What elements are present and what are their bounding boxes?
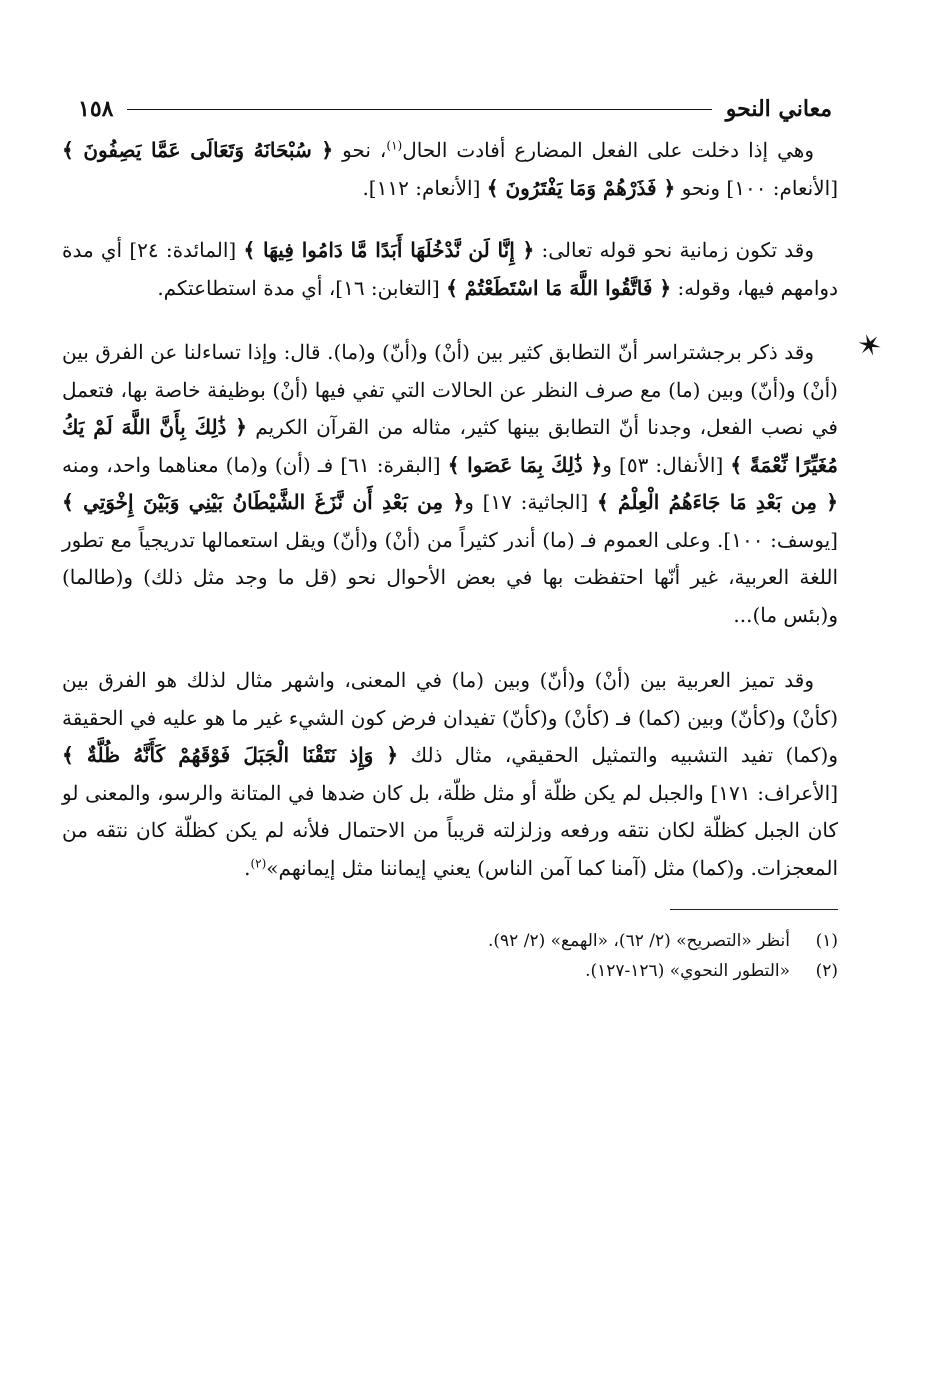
footnote-number: (٢): [815, 961, 838, 981]
quran-quote: ﴿ فَذَرْهُمْ وَمَا يَفْتَرُونَ ﴾: [486, 175, 676, 200]
footnote-number: (١): [815, 931, 838, 951]
text: [البقرة: ٦١] فـ (أن) و(ما) معناهما واحد، ومنه: [62, 452, 448, 477]
text: وقد تميز العربية بين (أنْ) و(أنّ) وبين (ما) في المعنى، واشهر مثال لذلك هو الفرق بين (كأنْ) و(كأنّ) وبين (كما) فـ (كأنْ) و(كأنّ) تفيدان فرض كون الشيء غير ما هو عليه في الحقيقة و(كما) تفيد التشبيه والتمثيل الحقيقي، مثال ذلك: [62, 668, 838, 767]
footnote-separator: [670, 909, 838, 910]
quran-quote: ﴿ ذَٰلِكَ بِأَنَّ اللَّهَ لَمْ يَكُ مُغَيِّرًا نِّعْمَةً ﴾: [62, 415, 838, 477]
quran-quote: ﴿ وَإِذ نَتَقْنَا الْجَبَلَ فَوْقَهُمْ كَأَنَّهُ ظُلَّةٌ ﴾: [62, 743, 399, 767]
text: [المائدة: ٢٤] أي مدة دوامهم فيها، وقوله:: [62, 238, 838, 300]
paragraph-4: [62, 662, 838, 887]
text: [الجاثية: ١٧] و: [464, 490, 597, 514]
text: [يوسف: ١٠٠]. وعلى العموم فـ (ما) أندر كثيراً من (أنْ) و(أنّ) ويقل استعمالها تدريجياً مع تطور اللغة العربية، غير أنّها احتفظت بها في بعض الأحوال نحو (قل ما وجد مثل ذلك) و(طالما) و(بئس ما)...: [62, 527, 838, 627]
page-number: ١٥٨: [78, 96, 114, 122]
text: .: [244, 855, 251, 880]
text: [الأنعام: ١١٢].: [362, 175, 487, 200]
text: وقد تكون زمانية نحو قوله تعالى:: [534, 238, 815, 262]
quran-quote: ﴿ مِن بَعْدِ مَا جَاءَهُمُ الْعِلْمُ ﴾: [596, 490, 839, 514]
footnotes: [62, 926, 838, 986]
footnote-ref: (٢): [250, 855, 267, 870]
text: [الأنعام: ١٠٠] ونحو: [675, 175, 838, 200]
page-content: [62, 92, 888, 986]
text: وقد ذكر برجشتراسر أنّ التطابق كثير بين (أنْ) و(أنّ) و(ما). قال: وإذا تساءلنا عن الفرق بين (أنْ) و(أنّ) وبين (ما) مع صرف النظر عن الحالات التي تفي فيها (أنْ) بوظيفة خاصة بها، فتعمل في نصب الفعل، وجدنا أنّ التطابق بينها كثير، مثاله من القرآن الكريم: [62, 340, 838, 439]
header-rule: [127, 109, 711, 110]
footnote-ref: (١): [386, 138, 403, 153]
footnote-text: أنظر «التصريح» (٢/ ٦٢)، «الهمع» (٢/ ٩٢).: [487, 931, 790, 951]
running-header: [62, 92, 838, 126]
text: وهي إذا دخلت على الفعل المضارع أفادت الحال: [402, 138, 814, 162]
footnote-1: [62, 926, 838, 956]
paragraph-3: [62, 325, 888, 634]
quran-quote: ﴿ إِنَّا لَن نَّدْخُلَهَا أَبَدًا مَّا دَامُوا فِيهَا ﴾: [243, 238, 535, 262]
handwritten-star-mark: ✶: [852, 325, 888, 367]
text: [الأنفال: ٥٣] و: [602, 452, 731, 477]
paragraph-1: [62, 132, 838, 207]
quran-quote: ﴿ سُبْحَانَهُ وَتَعَالَى عَمَّا يَصِفُونَ ﴾: [62, 138, 334, 162]
book-title: معاني النحو: [725, 96, 832, 122]
footnote-text: «التطور النحوي» (١٢٦-١٢٧).: [585, 961, 790, 981]
text: ، نحو: [333, 138, 387, 162]
text: [الأعراف: ١٧١] والجبل لم يكن ظلّة أو مثل ظلّة، بل كان ضدها في المتانة والرسو، والمعنى لو كان الجبل كظلّة لكان نتقه ورفعه وزلزلته قريباً من الاحتمال فلأنه لم يكن كظلّة كان نتقه من المعجزات. و(كما) مثل (آمنا كما آمن الناس) يعني إيماننا مثل إيمانهم»: [62, 780, 838, 880]
quran-quote: ﴿ فَاتَّقُوا اللَّهَ مَا اسْتَطَعْتُمْ ﴾: [446, 275, 672, 300]
quran-quote: ﴿ مِن بَعْدِ أَن نَّزَغَ الشَّيْطَانُ بَيْنِي وَبَيْنَ إِخْوَتِي ﴾: [62, 490, 465, 514]
paragraph-2: [62, 232, 838, 307]
footnote-2: [62, 956, 838, 986]
quran-quote: ﴿ ذَٰلِكَ بِمَا عَصَوا ﴾: [447, 452, 603, 477]
text: [التغابن: ١٦]، أي مدة استطاعتكم.: [157, 275, 447, 300]
